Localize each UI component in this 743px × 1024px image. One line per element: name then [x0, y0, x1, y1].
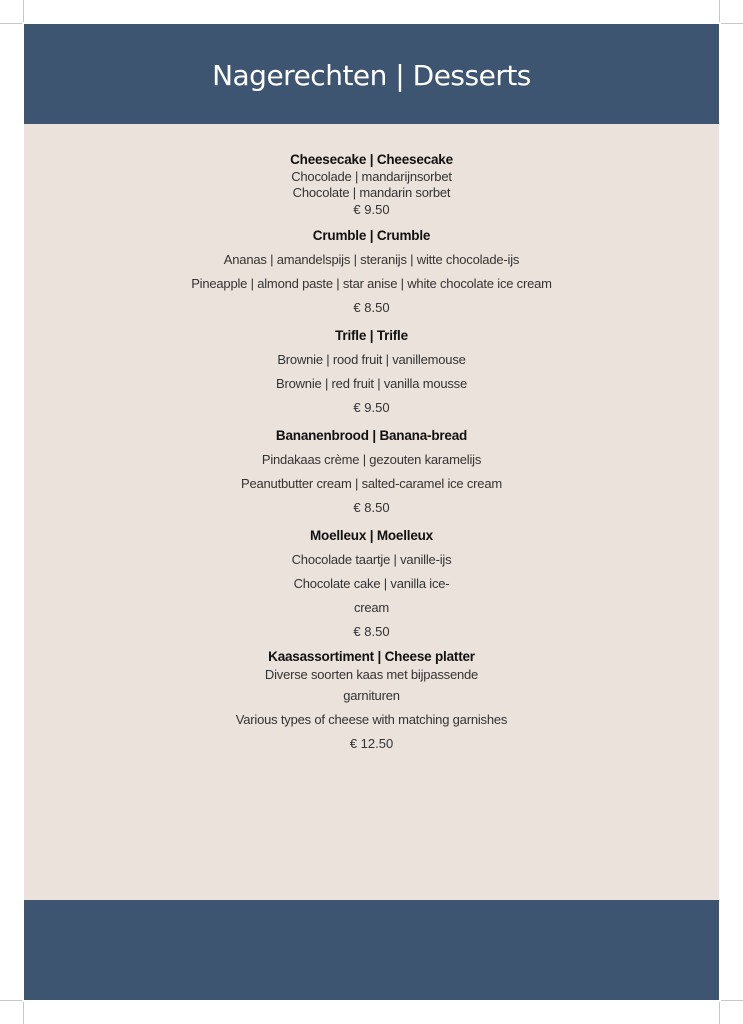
item-price: € 8.50 — [353, 300, 390, 315]
item-price: € 8.50 — [353, 500, 390, 515]
item-price: € 8.50 — [353, 624, 390, 639]
crop-mark — [0, 23, 22, 24]
item-description: Chocolate cake | vanilla ice- — [293, 576, 450, 591]
item-title: Trifle | Trifle — [335, 328, 408, 343]
crop-mark — [721, 1000, 743, 1001]
menu-item-trifle — [24, 324, 719, 420]
item-title: Bananenbrood | Banana-bread — [275, 428, 468, 443]
page-title: Nagerechten | Desserts — [212, 58, 531, 92]
crop-mark — [0, 1000, 22, 1001]
item-price: € 9.50 — [353, 201, 390, 217]
item-description: cream — [353, 600, 390, 615]
menu-item-bananenbrood — [24, 424, 719, 520]
item-description: Ananas | amandelspijs | steranijs | witte chocolade-ijs — [223, 252, 520, 267]
item-description: Diverse soorten kaas met bijpassende — [264, 667, 479, 682]
item-price: € 12.50 — [349, 736, 394, 751]
crop-mark — [719, 0, 720, 22]
item-title: Crumble | Crumble — [312, 228, 431, 243]
menu-item-cheesecake — [24, 152, 719, 218]
menu-item-kaasassortiment — [24, 648, 719, 756]
crop-mark — [23, 1002, 24, 1024]
item-price: € 9.50 — [353, 400, 390, 415]
crop-mark — [719, 1002, 720, 1024]
item-description: Peanutbutter cream | salted-caramel ice cream — [241, 476, 502, 491]
menu-item-moelleux — [24, 524, 719, 644]
item-title: Kaasassortiment | Cheese platter — [268, 649, 475, 664]
item-description: Chocolade taartje | vanille-ijs — [291, 552, 452, 567]
item-description: Chocolate | mandarin sorbet — [292, 185, 451, 200]
item-title: Cheesecake | Cheesecake — [290, 152, 453, 167]
footer-band — [24, 900, 719, 1000]
menu-page — [24, 24, 719, 1000]
item-description: Pindakaas crème | gezouten karamelijs — [261, 452, 482, 467]
item-description: Various types of cheese with matching garnishes — [235, 712, 508, 727]
item-title: Moelleux | Moelleux — [309, 528, 433, 543]
dessert-menu — [24, 152, 719, 760]
crop-mark — [721, 23, 743, 24]
item-description: garnituren — [343, 688, 400, 703]
crop-mark — [23, 0, 24, 22]
item-description: Pineapple | almond paste | star anise | white chocolate ice cream — [191, 276, 552, 291]
header-band — [24, 24, 719, 124]
item-description: Chocolade | mandarijnsorbet — [291, 168, 452, 184]
menu-item-crumble — [24, 224, 719, 320]
item-description: Brownie | rood fruit | vanillemouse — [277, 352, 466, 367]
item-description: Brownie | red fruit | vanilla mousse — [275, 376, 468, 391]
